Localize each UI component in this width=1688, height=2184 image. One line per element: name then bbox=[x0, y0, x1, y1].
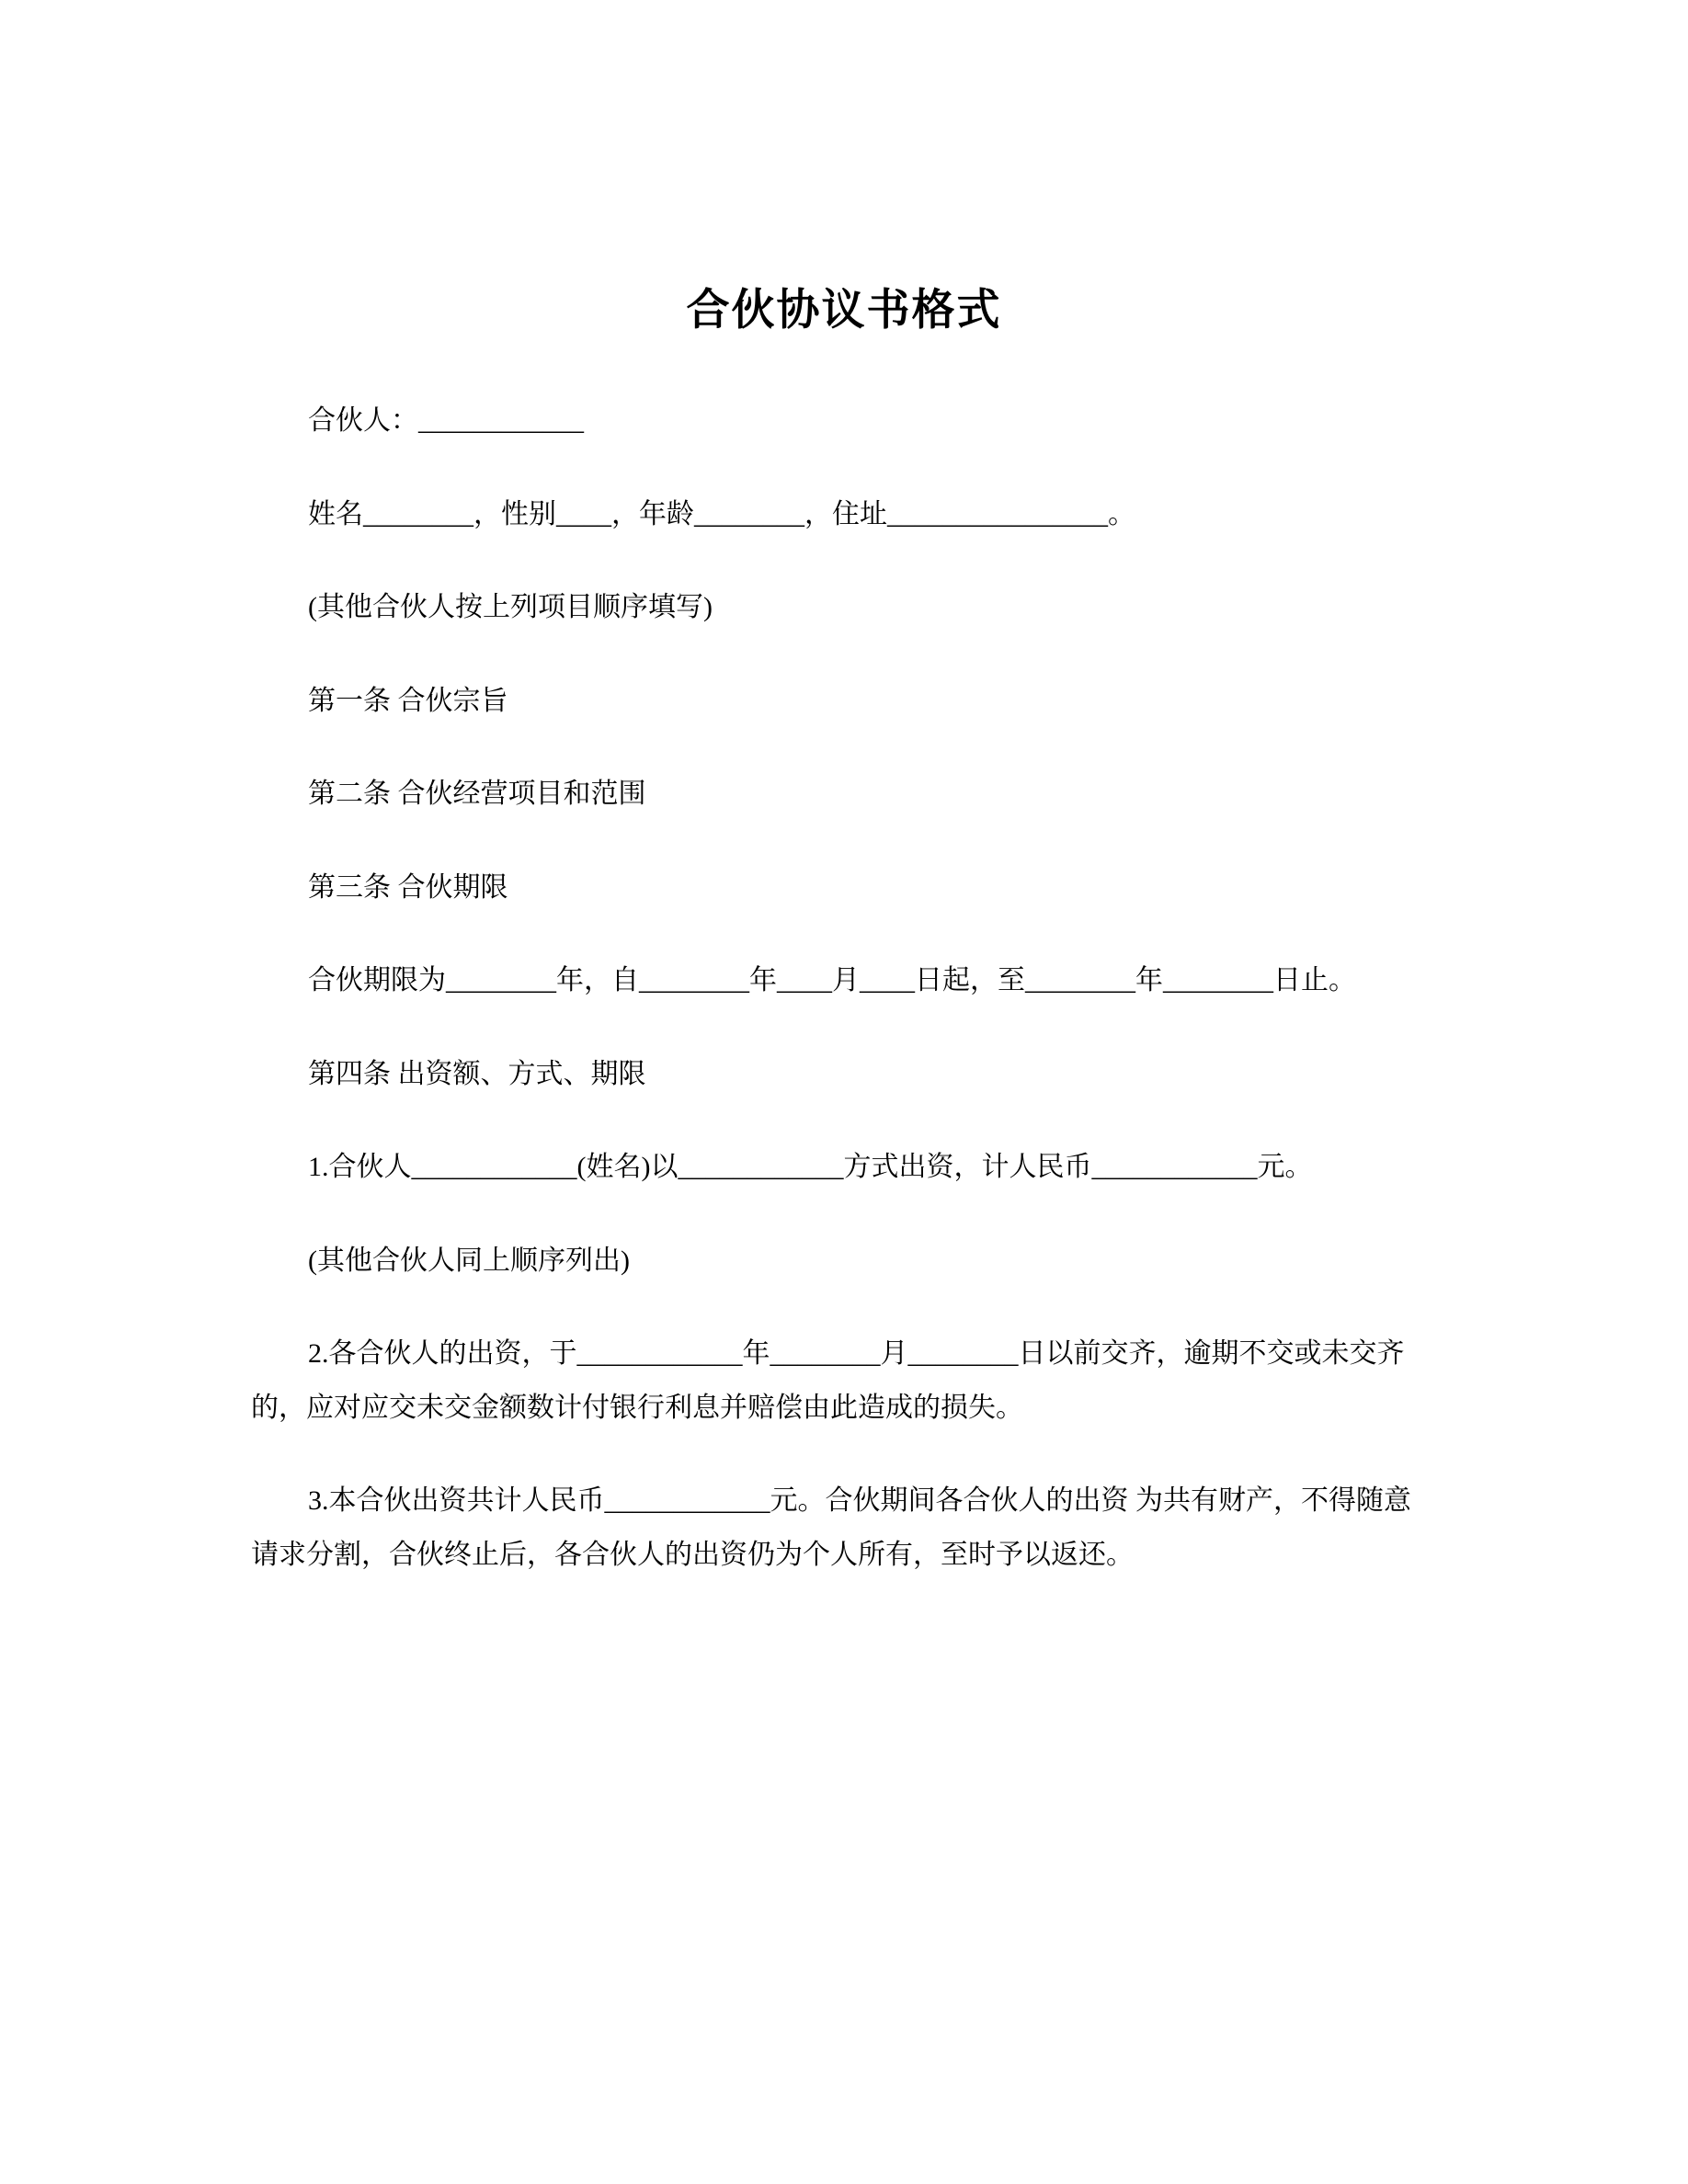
paragraph-article-4: 第四条 出资额、方式、期限 bbox=[308, 1058, 646, 1089]
paragraph-article-1: 第一条 合伙宗旨 bbox=[308, 685, 508, 716]
paragraph-partner-info-line: 姓名________，性别____，年龄________，住址________________。 bbox=[308, 498, 1135, 529]
paragraph-article-3: 第三条 合伙期限 bbox=[308, 871, 508, 903]
page-title: 合伙协议书格式 bbox=[686, 285, 1002, 336]
paragraph-partner-line: 合伙人：____________ bbox=[308, 405, 584, 436]
paragraph-capital-item-2: 2.各合伙人的出资，于____________年________月________日以前交齐，逾期不交或未交齐的，应对应交未交金额数计付银行利息并赔偿由此造成的损失。 bbox=[251, 1338, 1405, 1423]
paragraph-capital-item-1: 1.合伙人____________(姓名)以____________方式出资，计人民币____________元。 bbox=[308, 1152, 1313, 1182]
paragraph-capital-item-3: 3.本合伙出资共计人民币____________元。合伙期间各合伙人的出资 为共有财产，不得随意请求分割，合伙终止后，各合伙人的出资仍为个人所有，至时予以返还。 bbox=[251, 1485, 1411, 1570]
paragraph-article-2: 第二条 合伙经营项目和范围 bbox=[308, 779, 646, 809]
document-body bbox=[251, 337, 1437, 1582]
paragraph-term-line: 合伙期限为________年，自________年____月____日起，至________年________日止。 bbox=[308, 965, 1356, 995]
paragraph-other-partners-note: (其他合伙人按上列项目顺序填写) bbox=[308, 592, 713, 622]
paragraph-other-partners-list-note: (其他合伙人同上顺序列出) bbox=[308, 1245, 630, 1276]
